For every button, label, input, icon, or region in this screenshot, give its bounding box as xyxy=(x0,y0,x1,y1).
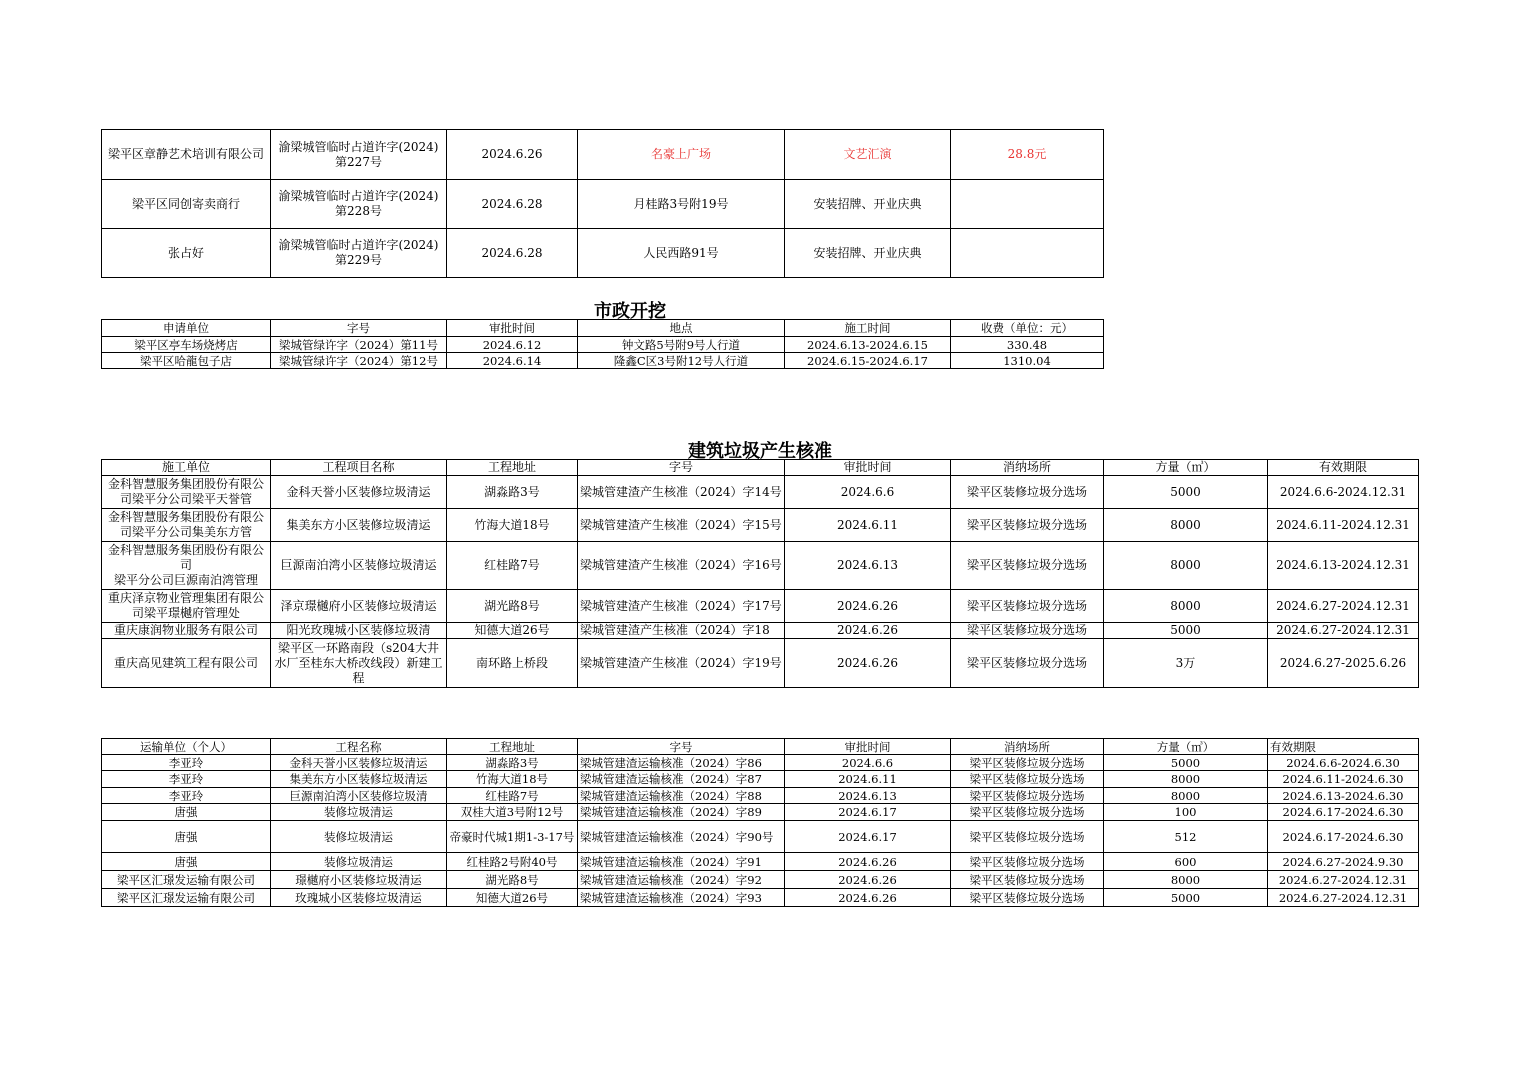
waste-generation-title: 建筑垃圾产生核准 xyxy=(688,441,832,462)
table-row xyxy=(102,821,1419,853)
table-cell: 梁平区一环路南段（s204大井水厂至桂东大桥改线段）新建工程 xyxy=(271,639,447,688)
table-cell: 梁平区装修垃圾分选场 xyxy=(951,476,1104,509)
table-row xyxy=(102,771,1419,788)
table-cell: 梁城管绿许字（2024）第12号 xyxy=(271,353,447,369)
table-cell: 8000 xyxy=(1104,871,1268,889)
table-cell: 李亚玲 xyxy=(102,771,271,788)
column-header: 有效期限 xyxy=(1268,739,1419,755)
table-cell: 集美东方小区装修垃圾清运 xyxy=(271,771,447,788)
table-cell: 巨源南泊湾小区装修垃圾清 xyxy=(271,788,447,804)
table-cell: 2024.6.17 xyxy=(785,821,951,853)
approval-date-cell: 2024.6.26 xyxy=(447,130,578,180)
table-cell: 梁城管建渣运输核准（2024）字91 xyxy=(578,853,785,871)
purpose-cell: 文艺汇演 xyxy=(785,130,951,180)
permit-number-cell: 渝梁城管临时占道许字(2024)第227号 xyxy=(271,130,447,180)
header-row xyxy=(102,320,1104,337)
table-cell: 竹海大道18号 xyxy=(447,771,578,788)
table-cell: 2024.6.11-2024.6.30 xyxy=(1268,771,1419,788)
table-row xyxy=(102,853,1419,871)
approval-date-cell: 2024.6.28 xyxy=(447,229,578,278)
column-header: 工程名称 xyxy=(271,739,447,755)
table-cell: 装修垃圾清运 xyxy=(271,821,447,853)
table-cell: 集美东方小区装修垃圾清运 xyxy=(271,509,447,542)
table-cell: 2024.6.26 xyxy=(785,590,951,623)
table-cell: 南环路上桥段 xyxy=(447,639,578,688)
column-header: 审批时间 xyxy=(785,739,951,755)
table-cell: 1310.04 xyxy=(951,353,1104,369)
table-cell: 湖淼路3号 xyxy=(447,476,578,509)
table-row xyxy=(102,353,1104,369)
table-cell: 梁城管建渣运输核准（2024）字89 xyxy=(578,804,785,821)
header-row xyxy=(102,739,1419,755)
fee-cell xyxy=(951,180,1104,229)
permit-number-cell: 渝梁城管临时占道许字(2024)第229号 xyxy=(271,229,447,278)
waste-transport-table xyxy=(101,738,1419,907)
table-cell: 2024.6.27-2024.12.31 xyxy=(1268,590,1419,623)
table-row xyxy=(102,804,1419,821)
table-row xyxy=(102,476,1419,509)
table-cell: 2024.6.27-2024.9.30 xyxy=(1268,853,1419,871)
table-row xyxy=(102,871,1419,889)
table-cell: 梁城管建渣产生核准（2024）字15号 xyxy=(578,509,785,542)
table-cell: 2024.6.13-2024.6.30 xyxy=(1268,788,1419,804)
table-row xyxy=(102,623,1419,639)
table-row xyxy=(102,788,1419,804)
table-cell: 2024.6.13-2024.6.15 xyxy=(785,337,951,353)
table-cell: 知德大道26号 xyxy=(447,889,578,907)
table-cell: 2024.6.26 xyxy=(785,853,951,871)
table-cell: 2024.6.27-2025.6.26 xyxy=(1268,639,1419,688)
table-cell: 梁城管绿许字（2024）第11号 xyxy=(271,337,447,353)
table-cell: 金科智慧服务集团股份有限公司梁平分公司梁平天誉管 xyxy=(102,476,271,509)
table-cell: 双桂大道3号附12号 xyxy=(447,804,578,821)
table-cell: 梁城管建渣产生核准（2024）字18 xyxy=(578,623,785,639)
excavation-table xyxy=(101,319,1104,369)
fee-cell xyxy=(951,229,1104,278)
table-cell: 8000 xyxy=(1104,542,1268,590)
table-cell: 金科天誉小区装修垃圾清运 xyxy=(271,755,447,771)
table-cell: 梁城管建渣运输核准（2024）字93 xyxy=(578,889,785,907)
table-cell: 湖光路8号 xyxy=(447,871,578,889)
table-cell: 金科智慧服务集团股份有限公司 梁平分公司巨源南泊湾管理 xyxy=(102,542,271,590)
table-row xyxy=(102,130,1104,180)
column-header: 运输单位（个人） xyxy=(102,739,271,755)
table-cell: 梁城管建渣运输核准（2024）字88 xyxy=(578,788,785,804)
table-cell: 2024.6.12 xyxy=(447,337,578,353)
table-cell: 8000 xyxy=(1104,509,1268,542)
table-cell: 梁平区装修垃圾分选场 xyxy=(951,804,1104,821)
table-cell: 梁平区装修垃圾分选场 xyxy=(951,542,1104,590)
table-cell: 2024.6.27-2024.12.31 xyxy=(1268,871,1419,889)
table-cell: 2024.6.26 xyxy=(785,639,951,688)
table-cell: 李亚玲 xyxy=(102,788,271,804)
table-row xyxy=(102,180,1104,229)
table-cell: 李亚玲 xyxy=(102,755,271,771)
table-cell: 2024.6.13 xyxy=(785,542,951,590)
table-cell: 梁城管建渣产生核准（2024）字14号 xyxy=(578,476,785,509)
table-row xyxy=(102,639,1419,688)
table-cell: 8000 xyxy=(1104,771,1268,788)
table-cell: 2024.6.11 xyxy=(785,771,951,788)
applicant-cell: 梁平区同创寄卖商行 xyxy=(102,180,271,229)
column-header: 工程地址 xyxy=(447,739,578,755)
table-cell: 红桂路7号 xyxy=(447,542,578,590)
table-cell: 唐强 xyxy=(102,853,271,871)
table-cell: 梁城管建渣运输核准（2024）字87 xyxy=(578,771,785,788)
table-row xyxy=(102,889,1419,907)
column-header: 消纳场所 xyxy=(951,460,1104,476)
table-cell: 梁平区装修垃圾分选场 xyxy=(951,639,1104,688)
approval-date-cell: 2024.6.28 xyxy=(447,180,578,229)
table-cell: 梁平区亭车场烧烤店 xyxy=(102,337,271,353)
column-header: 审批时间 xyxy=(447,320,578,337)
table-cell: 唐强 xyxy=(102,821,271,853)
table-cell: 梁城管建渣产生核准（2024）字17号 xyxy=(578,590,785,623)
table-row xyxy=(102,229,1104,278)
table-cell: 隆鑫C区3号附12号人行道 xyxy=(578,353,785,369)
table-cell: 梁城管建渣产生核准（2024）字16号 xyxy=(578,542,785,590)
table-cell: 璟樾府小区装修垃圾清运 xyxy=(271,871,447,889)
table-cell: 2024.6.17-2024.6.30 xyxy=(1268,804,1419,821)
table-cell: 3万 xyxy=(1104,639,1268,688)
table-cell: 梁平区装修垃圾分选场 xyxy=(951,590,1104,623)
column-header: 施工时间 xyxy=(785,320,951,337)
applicant-cell: 梁平区章静艺术培训有限公司 xyxy=(102,130,271,180)
table-row xyxy=(102,590,1419,623)
table-cell: 湖淼路3号 xyxy=(447,755,578,771)
table-cell: 梁城管建渣产生核准（2024）字19号 xyxy=(578,639,785,688)
table-cell: 2024.6.11-2024.12.31 xyxy=(1268,509,1419,542)
table-cell: 梁平区装修垃圾分选场 xyxy=(951,853,1104,871)
table-cell: 2024.6.17-2024.6.30 xyxy=(1268,821,1419,853)
road-occupation-table xyxy=(101,129,1104,278)
table-cell: 512 xyxy=(1104,821,1268,853)
column-header: 字号 xyxy=(271,320,447,337)
table-cell: 竹海大道18号 xyxy=(447,509,578,542)
column-header: 字号 xyxy=(578,460,785,476)
column-header: 方量（㎥） xyxy=(1104,460,1268,476)
table-cell: 2024.6.26 xyxy=(785,623,951,639)
column-header: 施工单位 xyxy=(102,460,271,476)
table-cell: 5000 xyxy=(1104,476,1268,509)
table-cell: 2024.6.11 xyxy=(785,509,951,542)
fee-cell: 28.8元 xyxy=(951,130,1104,180)
table-cell: 玫瑰城小区装修垃圾清运 xyxy=(271,889,447,907)
table-cell: 330.48 xyxy=(951,337,1104,353)
table-cell: 金科智慧服务集团股份有限公司梁平分公司集美东方管 xyxy=(102,509,271,542)
column-header: 审批时间 xyxy=(785,460,951,476)
table-cell: 梁平区哈龍包子店 xyxy=(102,353,271,369)
purpose-cell: 安装招牌、开业庆典 xyxy=(785,229,951,278)
table-cell: 湖光路8号 xyxy=(447,590,578,623)
column-header: 方量（㎥） xyxy=(1104,739,1268,755)
location-cell: 人民西路91号 xyxy=(578,229,785,278)
table-cell: 2024.6.15-2024.6.17 xyxy=(785,353,951,369)
table-cell: 重庆高见建筑工程有限公司 xyxy=(102,639,271,688)
table-cell: 2024.6.6-2024.12.31 xyxy=(1268,476,1419,509)
table-row xyxy=(102,755,1419,771)
table-cell: 2024.6.27-2024.12.31 xyxy=(1268,623,1419,639)
table-cell: 100 xyxy=(1104,804,1268,821)
excavation-title: 市政开挖 xyxy=(594,301,666,322)
header-row xyxy=(102,460,1419,476)
table-cell: 梁平区汇璟发运输有限公司 xyxy=(102,871,271,889)
table-cell: 8000 xyxy=(1104,788,1268,804)
table-cell: 梁城管建渣运输核准（2024）字86 xyxy=(578,755,785,771)
table-cell: 唐强 xyxy=(102,804,271,821)
location-cell: 名豪上广场 xyxy=(578,130,785,180)
table-cell: 梁平区装修垃圾分选场 xyxy=(951,788,1104,804)
table-cell: 阳光玫瑰城小区装修垃圾清 xyxy=(271,623,447,639)
table-cell: 2024.6.26 xyxy=(785,871,951,889)
table-row xyxy=(102,542,1419,590)
table-cell: 2024.6.14 xyxy=(447,353,578,369)
permit-number-cell: 渝梁城管临时占道许字(2024)第228号 xyxy=(271,180,447,229)
table-cell: 知德大道26号 xyxy=(447,623,578,639)
purpose-cell: 安装招牌、开业庆典 xyxy=(785,180,951,229)
column-header: 工程项目名称 xyxy=(271,460,447,476)
table-cell: 梁平区装修垃圾分选场 xyxy=(951,821,1104,853)
table-cell: 红桂路2号附40号 xyxy=(447,853,578,871)
table-cell: 2024.6.6 xyxy=(785,755,951,771)
column-header: 消纳场所 xyxy=(951,739,1104,755)
table-cell: 5000 xyxy=(1104,623,1268,639)
table-cell: 红桂路7号 xyxy=(447,788,578,804)
applicant-cell: 张占好 xyxy=(102,229,271,278)
column-header: 工程地址 xyxy=(447,460,578,476)
table-cell: 2024.6.13-2024.12.31 xyxy=(1268,542,1419,590)
table-cell: 重庆康润物业服务有限公司 xyxy=(102,623,271,639)
table-cell: 金科天誉小区装修垃圾清运 xyxy=(271,476,447,509)
column-header: 有效期限 xyxy=(1268,460,1419,476)
table-cell: 重庆泽京物业管理集团有限公司梁平璟樾府管理处 xyxy=(102,590,271,623)
column-header: 收费（单位：元） xyxy=(951,320,1104,337)
table-row xyxy=(102,509,1419,542)
table-cell: 2024.6.6-2024.6.30 xyxy=(1268,755,1419,771)
table-cell: 巨源南泊湾小区装修垃圾清运 xyxy=(271,542,447,590)
table-cell: 8000 xyxy=(1104,590,1268,623)
table-cell: 5000 xyxy=(1104,889,1268,907)
table-cell: 梁平区汇璟发运输有限公司 xyxy=(102,889,271,907)
table-cell: 梁城管建渣运输核准（2024）字90号 xyxy=(578,821,785,853)
waste-generation-table xyxy=(101,459,1419,688)
table-cell: 梁城管建渣运输核准（2024）字92 xyxy=(578,871,785,889)
table-cell: 2024.6.13 xyxy=(785,788,951,804)
table-cell: 梁平区装修垃圾分选场 xyxy=(951,755,1104,771)
table-cell: 装修垃圾清运 xyxy=(271,804,447,821)
table-cell: 梁平区装修垃圾分选场 xyxy=(951,871,1104,889)
column-header: 地点 xyxy=(578,320,785,337)
table-cell: 2024.6.6 xyxy=(785,476,951,509)
table-cell: 装修垃圾清运 xyxy=(271,853,447,871)
table-cell: 2024.6.27-2024.12.31 xyxy=(1268,889,1419,907)
table-cell: 泽京璟樾府小区装修垃圾清运 xyxy=(271,590,447,623)
column-header: 申请单位 xyxy=(102,320,271,337)
table-cell: 600 xyxy=(1104,853,1268,871)
table-cell: 帝豪时代城1期1-3-17号 xyxy=(447,821,578,853)
table-row xyxy=(102,337,1104,353)
table-cell: 梁平区装修垃圾分选场 xyxy=(951,509,1104,542)
column-header: 字号 xyxy=(578,739,785,755)
table-cell: 2024.6.26 xyxy=(785,889,951,907)
table-cell: 梁平区装修垃圾分选场 xyxy=(951,889,1104,907)
table-cell: 梁平区装修垃圾分选场 xyxy=(951,623,1104,639)
table-cell: 5000 xyxy=(1104,755,1268,771)
table-cell: 梁平区装修垃圾分选场 xyxy=(951,771,1104,788)
table-cell: 2024.6.17 xyxy=(785,804,951,821)
location-cell: 月桂路3号附19号 xyxy=(578,180,785,229)
table-cell: 钟文路5号附9号人行道 xyxy=(578,337,785,353)
